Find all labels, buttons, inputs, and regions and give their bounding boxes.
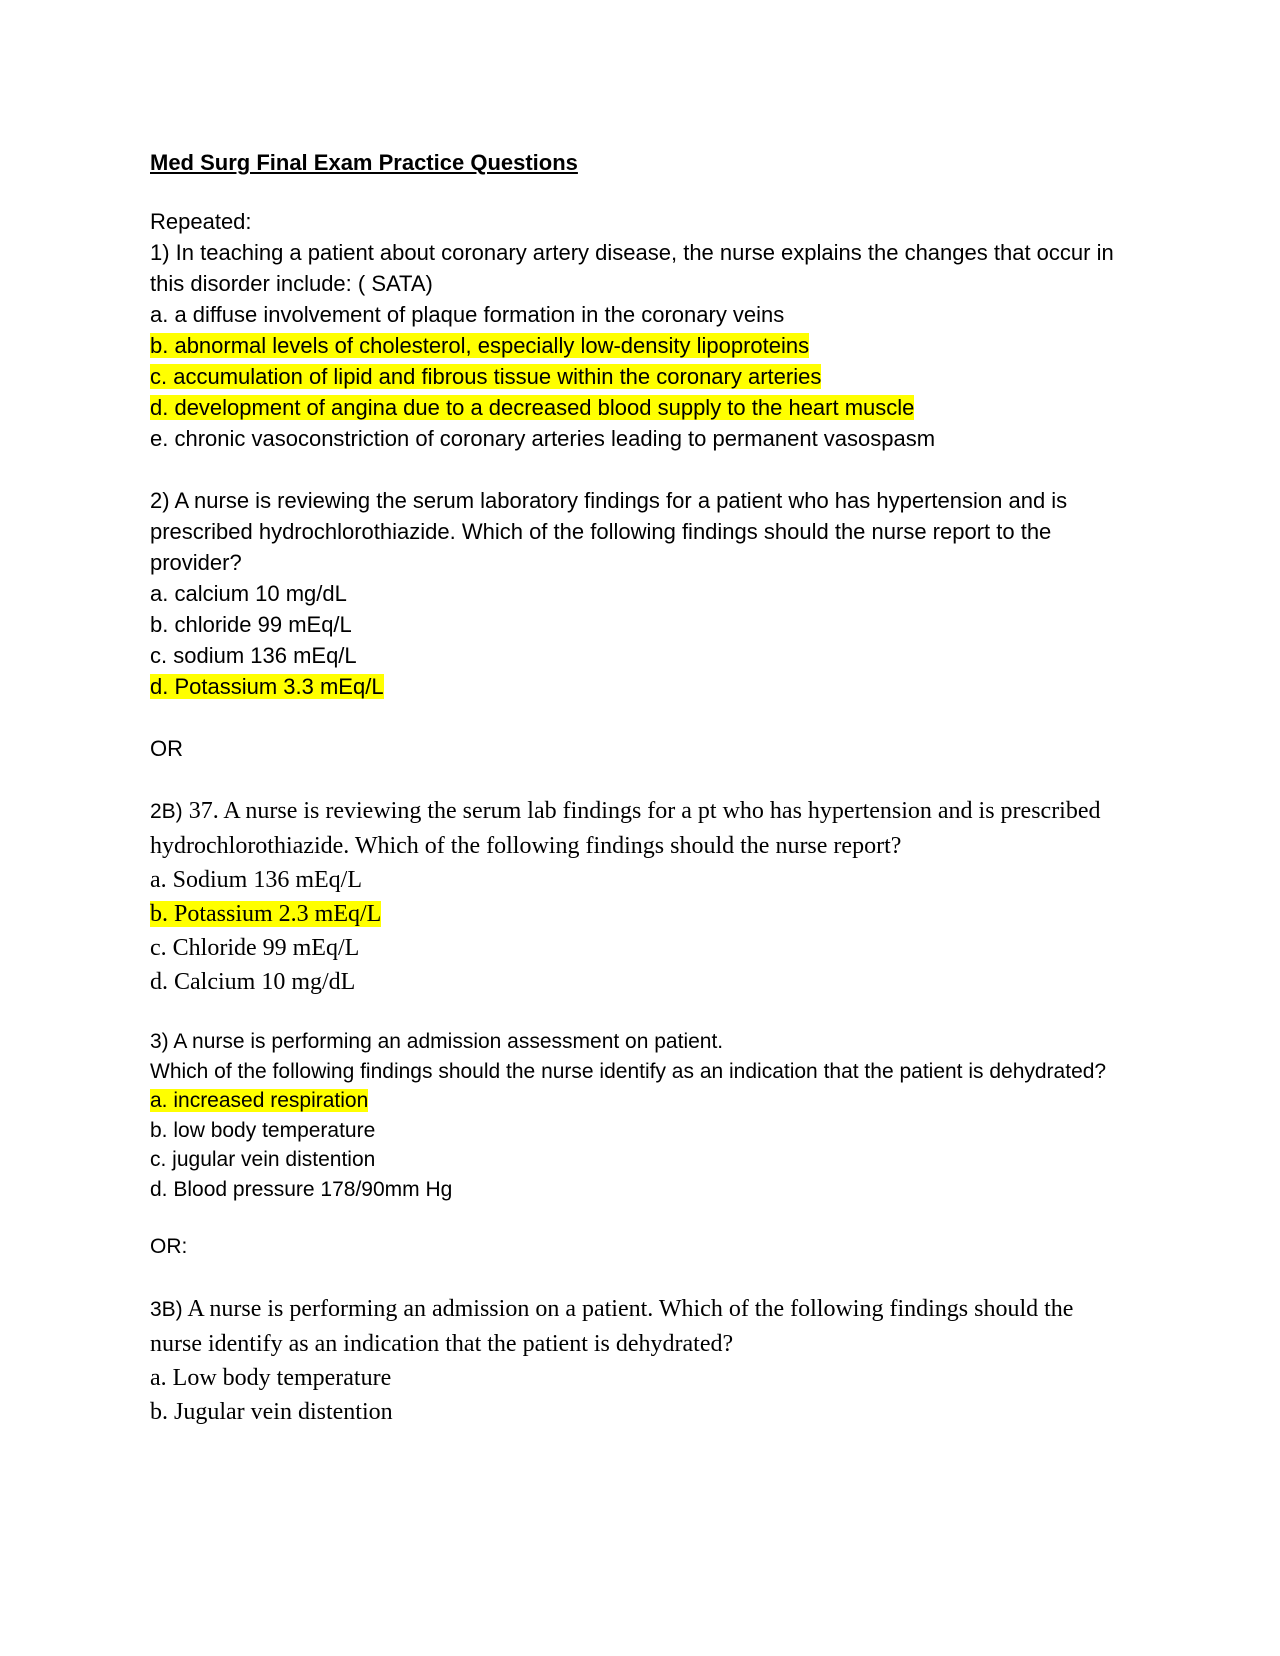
q1-option-d <box>150 392 1130 423</box>
q1-option-a: a. a diffuse involvement of plaque formation in the coronary veins <box>150 302 785 327</box>
q1-option-c <box>150 361 1130 392</box>
question-2-stem: 2) A nurse is reviewing the serum laboratory findings for a patient who has hypertension and is prescribed hydrochlorothiazide. Which of the following findings should the nurse report to the provider? <box>150 488 1068 575</box>
question-3-stem-2: Which of the following findings should the nurse identify as an indication that the patient is dehydrated? <box>150 1059 1107 1083</box>
q3-option-a <box>150 1086 1130 1116</box>
or-separator: OR: <box>150 1235 188 1258</box>
question-2b <box>150 794 1130 999</box>
q3b-option-b: b. Jugular vein distention <box>150 1398 393 1425</box>
q2-option-d <box>150 671 1130 702</box>
question-3-stem-1: 3) A nurse is performing an admission assessment on patient. <box>150 1030 724 1053</box>
highlighted-answer: b. abnormal levels of cholesterol, especially low-density lipoproteins <box>150 333 810 358</box>
or-separator: OR <box>150 736 183 761</box>
question-2 <box>150 485 1130 764</box>
q2b-option-d: d. Calcium 10 mg/dL <box>150 969 356 995</box>
q2-option-a: a. calcium 10 mg/dL <box>150 581 347 606</box>
document-title: Med Surg Final Exam Practice Questions <box>150 150 578 175</box>
q1-option-e: e. chronic vasoconstriction of coronary arteries leading to permanent vasospasm <box>150 426 936 451</box>
q2b-option-b <box>150 897 1130 931</box>
question-3b-label: 3B) <box>150 1297 183 1321</box>
q3-option-d: d. Blood pressure 178/90mm Hg <box>150 1177 453 1201</box>
q2b-option-c: c. Chloride 99 mEq/L <box>150 935 360 961</box>
highlighted-answer: d. Potassium 3.3 mEq/L <box>150 674 384 699</box>
question-2b-stem: 2B) 37. A nurse is reviewing the serum lab findings for a pt who has hypertension and is prescribed hydrochlorothiazide. Which of the following findings should the nurse report? <box>150 798 1101 859</box>
highlighted-answer: d. development of angina due to a decreased blood supply to the heart muscle <box>150 395 915 420</box>
question-3 <box>150 1027 1130 1262</box>
question-3b <box>150 1292 1130 1429</box>
q1-option-b <box>150 330 1130 361</box>
q2b-option-a: a. Sodium 136 mEq/L <box>150 867 362 893</box>
question-1-stem: 1) In teaching a patient about coronary artery disease, the nurse explains the changes that occur in this disorder include: ( SATA) <box>150 240 1114 296</box>
q3-option-c: c. jugular vein distention <box>150 1148 376 1171</box>
highlighted-answer: a. increased respiration <box>150 1089 369 1112</box>
document-content <box>150 148 1130 1429</box>
question-2b-label: 2B) <box>150 800 183 823</box>
q3-option-b: b. low body temperature <box>150 1118 376 1142</box>
highlighted-answer: b. Potassium 2.3 mEq/L <box>150 901 382 927</box>
highlighted-answer: c. accumulation of lipid and fibrous tissue within the coronary arteries <box>150 364 822 389</box>
q2-option-b: b. chloride 99 mEq/L <box>150 612 352 637</box>
q3b-option-a: a. Low body temperature <box>150 1364 392 1391</box>
question-3b-stem: 3B) A nurse is performing an admission on a patient. Which of the following findings should the nurse identify as an indication that the patient is dehydrated? <box>150 1295 1074 1357</box>
intro-label: Repeated: <box>150 209 252 234</box>
q2-option-c: c. sodium 136 mEq/L <box>150 643 357 668</box>
question-1 <box>150 206 1130 454</box>
